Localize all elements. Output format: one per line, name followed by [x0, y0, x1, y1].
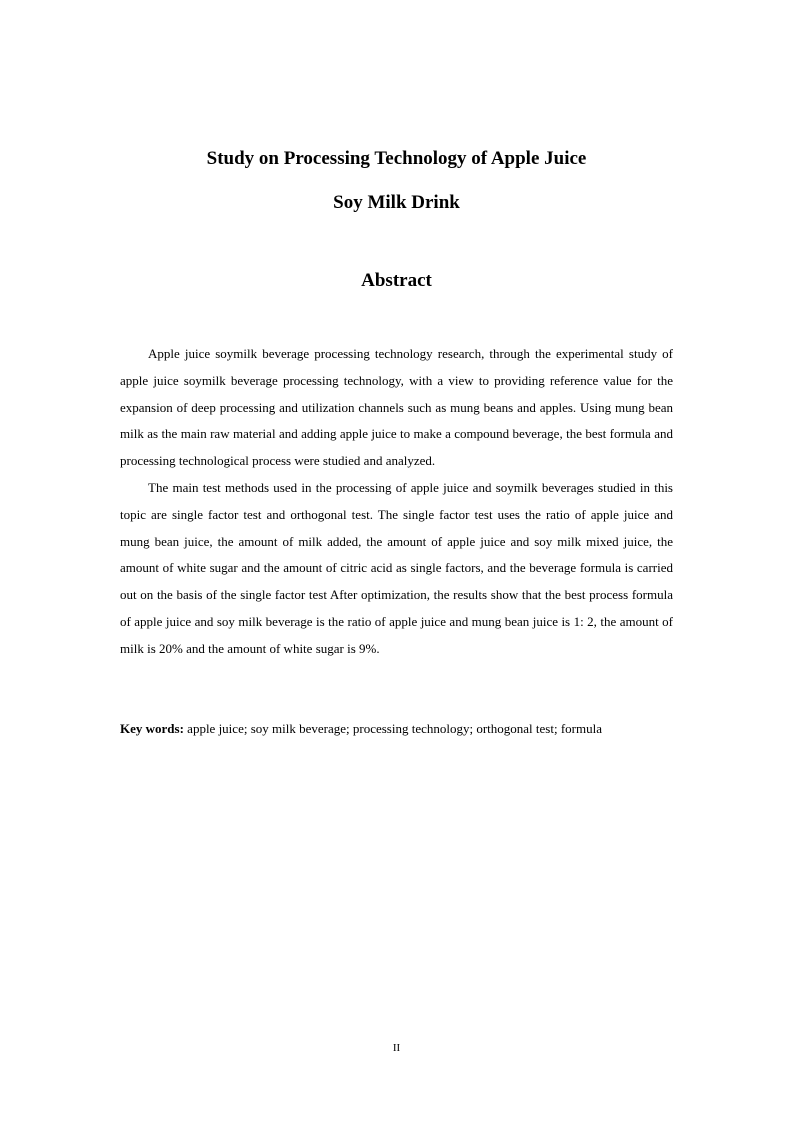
title-line-2: Soy Milk Drink [333, 192, 460, 213]
keywords-label: Key words: [120, 721, 184, 736]
abstract-heading: Abstract [361, 270, 432, 291]
abstract-paragraph-1: Apple juice soymilk beverage processing technology research, through the experimental study of apple juice soymilk beverage processing technology, with a view to providing reference value for the expansion of deep processing and utilization channels such as mung beans and apples. Using mung bean milk as the main raw material and adding apple juice to make a compound beverage, the best formula and processing technological process were studied and analyzed. [120, 346, 673, 469]
title-line-1: Study on Processing Technology of Apple Juice [206, 148, 587, 169]
abstract-paragraph-2: The main test methods used in the processing of apple juice and soymilk beverages studied in this topic are single factor test and orthogonal test. The single factor test uses the ratio of apple juice and mung bean juice, the amount of milk added, the amount of apple juice and soy milk mixed juice, the amount of white sugar and the amount of citric acid as single factors, and the beverage formula is carried out on the basis of the single factor test After optimization, the results show that the best process formula of apple juice and soy milk beverage is the ratio of apple juice and mung bean juice is 1: 2, the amount of milk is 20% and the amount of white sugar is 9%. [120, 479, 673, 656]
abstract-body [120, 341, 673, 663]
page-number: II [392, 1042, 401, 1054]
keywords-text: apple juice; soy milk beverage; processing technology; orthogonal test; formula [187, 721, 602, 736]
keywords [120, 716, 673, 742]
paper-title [0, 145, 793, 217]
